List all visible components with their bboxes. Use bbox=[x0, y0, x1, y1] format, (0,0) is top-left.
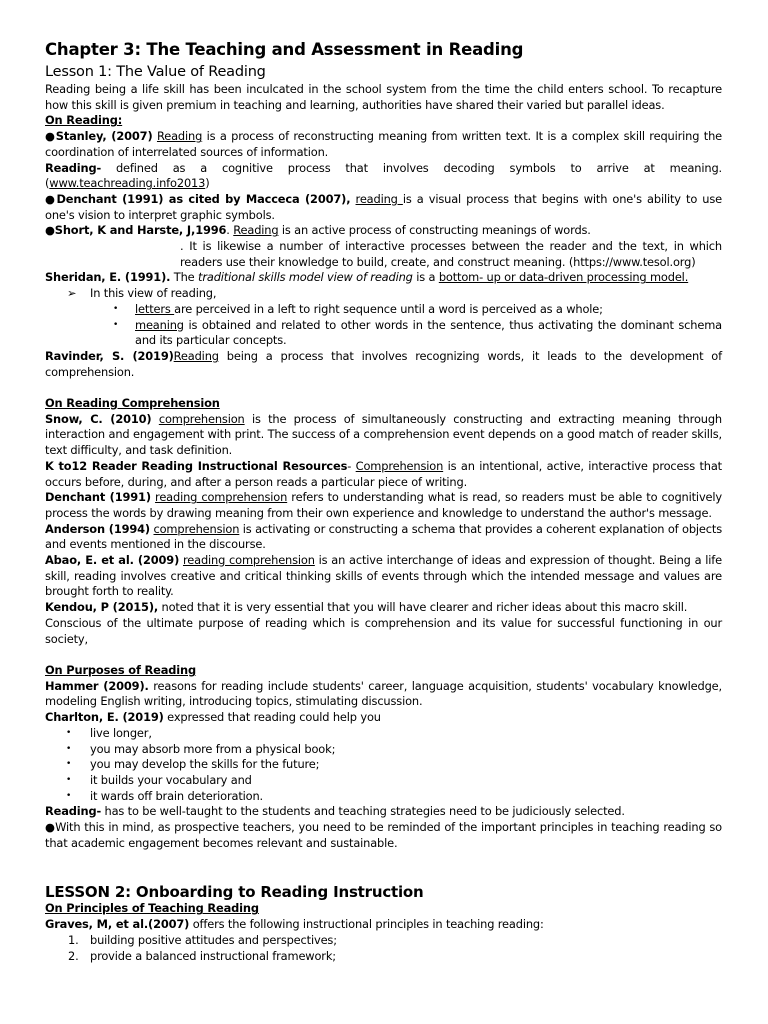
comprehension-items bbox=[45, 412, 722, 616]
key-term: Reading- bbox=[45, 804, 102, 819]
view-list bbox=[45, 286, 722, 349]
principles-list bbox=[45, 933, 722, 964]
conscious-paragraph: Conscious of the ultimate purpose of reading which is comprehension and its value for successful functioning in our society, bbox=[45, 615, 722, 646]
list-item-text: is obtained and related to other words in the sentence, thus activating the dominant schema and its particular concepts. bbox=[135, 317, 722, 348]
key-term: bottom- up or data-driven processing model. bbox=[438, 270, 689, 285]
author-name: Hammer (2009). bbox=[45, 678, 149, 693]
list-item bbox=[45, 773, 722, 789]
list-item bbox=[45, 949, 722, 965]
key-term: Comprehension bbox=[355, 458, 444, 473]
bullet-marker: ● bbox=[45, 191, 57, 206]
list-item-text: you may absorb more from a physical book; bbox=[90, 741, 336, 756]
on-comprehension-heading: On Reading Comprehension bbox=[45, 396, 220, 411]
list-item bbox=[45, 726, 722, 742]
separator: - bbox=[347, 458, 356, 473]
bullet-marker: • bbox=[113, 303, 119, 314]
key-term: meaning bbox=[135, 317, 184, 332]
graves-paragraph bbox=[45, 917, 722, 933]
list-item bbox=[45, 789, 722, 805]
list-item bbox=[45, 318, 722, 349]
comprehension-paragraph bbox=[45, 459, 722, 490]
list-item bbox=[45, 742, 722, 758]
reading-definition-paragraph bbox=[45, 161, 722, 192]
sheridan-paragraph bbox=[45, 270, 722, 286]
spacer bbox=[45, 875, 722, 883]
definition-text: reasons for reading include students' career, language acquisition, students' vocabulary knowledge, modeling English writing, introducing topics, stimulating discussion. bbox=[45, 678, 722, 709]
bullet-marker: • bbox=[66, 774, 72, 785]
key-term: letters bbox=[135, 301, 175, 316]
author-name: K to12 Reader Reading Instructional Resources bbox=[45, 458, 348, 473]
definition-text: noted that it is very essential that you will have clearer and richer ideas about this macro skill. bbox=[158, 600, 688, 615]
list-number: 2. bbox=[68, 948, 79, 963]
author-name: Denchant (1991) bbox=[45, 490, 151, 505]
definition-text: offers the following instructional principles in teaching reading: bbox=[189, 917, 544, 932]
purposes-list bbox=[45, 726, 722, 805]
ravinder-paragraph bbox=[45, 349, 722, 380]
key-term: reading bbox=[355, 191, 403, 206]
definition-text: being a process that involves recognizing words, it leads to the development of comprehension. bbox=[45, 348, 722, 379]
definition-text: is activating or constructing a schema that provides a coherent explanation of objects and events mentioned in the discourse. bbox=[45, 521, 722, 552]
list-item-text: you may develop the skills for the future; bbox=[90, 757, 320, 772]
definition-text: has to be well-taught to the students and teaching strategies need to be judiciously selected. bbox=[101, 804, 625, 819]
key-term: reading comprehension bbox=[182, 553, 315, 568]
separator: . bbox=[226, 223, 234, 238]
list-item-text: provide a balanced instructional framework; bbox=[90, 948, 336, 963]
author-name: Sheridan, E. (1991). bbox=[45, 270, 171, 285]
author-name: Anderson (1994) bbox=[45, 521, 150, 536]
bullet-marker: • bbox=[66, 790, 72, 801]
author-name: Snow, C. (2010) bbox=[45, 411, 152, 426]
comprehension-paragraph bbox=[45, 412, 722, 459]
bullet-marker: ● bbox=[45, 820, 56, 835]
key-term: reading comprehension bbox=[155, 490, 288, 505]
reference-link[interactable]: www.teachreading.info2013 bbox=[49, 176, 206, 191]
key-term: comprehension bbox=[158, 411, 245, 426]
list-number: 1. bbox=[68, 932, 79, 947]
definition-text: is an intentional, active, interactive process that occurs before, during, and after a person reads a particular piece of writing. bbox=[45, 458, 722, 489]
author-name: Ravinder, S. (2019) bbox=[45, 348, 174, 363]
list-item bbox=[45, 286, 722, 302]
bullet-marker: • bbox=[66, 759, 72, 770]
chapter-title: Chapter 3: The Teaching and Assessment in Reading bbox=[45, 40, 524, 59]
definition-text: is an active interchange of ideas and expression of thought. Being a life skill, reading involves creative and critical thinking skills of events through which the intended message and values are brought forth to reality. bbox=[45, 553, 722, 599]
bullet-marker: • bbox=[66, 727, 72, 738]
key-term: Reading bbox=[233, 223, 279, 238]
author-name: Charlton, E. (2019) bbox=[45, 710, 164, 725]
denchant-macceca-paragraph bbox=[45, 192, 722, 223]
list-item-text: it builds your vocabulary and bbox=[90, 772, 252, 787]
arrow-bullet-icon: ➢ bbox=[67, 286, 77, 301]
on-purposes-heading: On Purposes of Reading bbox=[45, 662, 197, 677]
short-harste-paragraph bbox=[45, 223, 722, 239]
spacer bbox=[45, 380, 722, 396]
spacer bbox=[45, 851, 722, 875]
definition-text: is the process of simultaneously constructing and extracting meaning through interaction and engagement with print. The success of a comprehension event depends on a good match of reader skills, text difficulty, and task definition. bbox=[45, 411, 722, 458]
list-item-text: are perceived in a left to right sequence until a word is perceived as a whole; bbox=[174, 301, 603, 316]
list-item bbox=[45, 757, 722, 773]
comprehension-paragraph bbox=[45, 600, 722, 616]
separator bbox=[151, 412, 158, 426]
key-term: comprehension bbox=[153, 521, 240, 536]
definition-text: expressed that reading could help you bbox=[163, 710, 381, 725]
comprehension-paragraph bbox=[45, 522, 722, 553]
definition-text: defined as a cognitive process that involves decoding symbols to arrive at meaning. ( bbox=[45, 160, 722, 191]
list-item-text: In this view of reading, bbox=[90, 286, 217, 301]
bullet-marker: • bbox=[113, 319, 119, 330]
definition-text: is a process of reconstructing meaning from written text. It is a complex skill requiring the coordination of interrelated sources of information. bbox=[45, 129, 722, 159]
definition-text: refers to understanding what is read, so readers must be able to cognitively process the words by drawing meaning from their own experience and knowledge to understand the author's message. bbox=[45, 490, 723, 520]
bullet-marker: • bbox=[66, 743, 72, 754]
definition-text: With this in mind, as prospective teachers, you need to be reminded of the important principles in teaching reading so that academic engagement becomes relevant and sustainable. bbox=[45, 820, 722, 850]
text-fragment: The bbox=[170, 270, 199, 285]
italic-phrase: traditional skills model view of reading bbox=[198, 270, 413, 285]
text-fragment: is a bbox=[412, 270, 439, 285]
list-item bbox=[45, 302, 722, 318]
with-this-paragraph bbox=[45, 820, 722, 851]
closing-paren: ) bbox=[205, 176, 210, 191]
spacer bbox=[45, 647, 722, 663]
key-term: Reading bbox=[173, 348, 219, 363]
bullet-marker: ● bbox=[45, 129, 56, 144]
list-item bbox=[45, 933, 722, 949]
author-name: Short, K and Harste, J,1996 bbox=[54, 223, 227, 238]
document-page bbox=[45, 38, 722, 964]
author-name: Denchant (1991) as cited by Macceca (2007), bbox=[56, 191, 351, 206]
lesson1-title: Lesson 1: The Value of Reading bbox=[45, 64, 266, 80]
author-name: Abao, E. et al. (2009) bbox=[45, 553, 180, 568]
list-item-text: it wards off brain deterioration. bbox=[90, 788, 264, 803]
on-principles-heading: On Principles of Teaching Reading bbox=[45, 901, 259, 916]
stanley-paragraph bbox=[45, 129, 722, 160]
author-name: Kendou, P (2015), bbox=[45, 600, 159, 615]
list-item-text: building positive attitudes and perspectives; bbox=[90, 932, 337, 947]
on-reading-heading: On Reading: bbox=[45, 113, 123, 128]
author-name: Graves, M, et al.(2007) bbox=[45, 917, 190, 932]
lesson2-title: LESSON 2: Onboarding to Reading Instruction bbox=[45, 883, 424, 902]
tesol-paragraph: . It is likewise a number of interactive processes between the reader and the text, in which readers use their knowledge to build, create, and construct meaning. (https://www.tesol.org) bbox=[180, 239, 722, 269]
definition-text: is a visual process that begins with one's ability to use one's vision to interpret graphic symbols. bbox=[45, 191, 722, 222]
reading-taught-paragraph bbox=[45, 804, 722, 820]
intro-paragraph: Reading being a life skill has been inculcated in the school system from the time the child enters school. To recapture how this skill is given premium in teaching and learning, authorities have shared their varied but parallel ideas. bbox=[45, 82, 722, 112]
comprehension-paragraph bbox=[45, 490, 722, 521]
definition-text: is an active process of constructing meanings of words. bbox=[278, 223, 591, 238]
key-term: Reading bbox=[156, 129, 203, 144]
charlton-paragraph bbox=[45, 710, 722, 726]
hammer-paragraph bbox=[45, 679, 722, 710]
list-item-text: live longer, bbox=[90, 725, 152, 740]
comprehension-paragraph bbox=[45, 553, 722, 600]
bullet-marker: ● bbox=[45, 223, 55, 238]
key-term: Reading- bbox=[45, 160, 102, 175]
author-name: Stanley, (2007) bbox=[55, 129, 153, 144]
